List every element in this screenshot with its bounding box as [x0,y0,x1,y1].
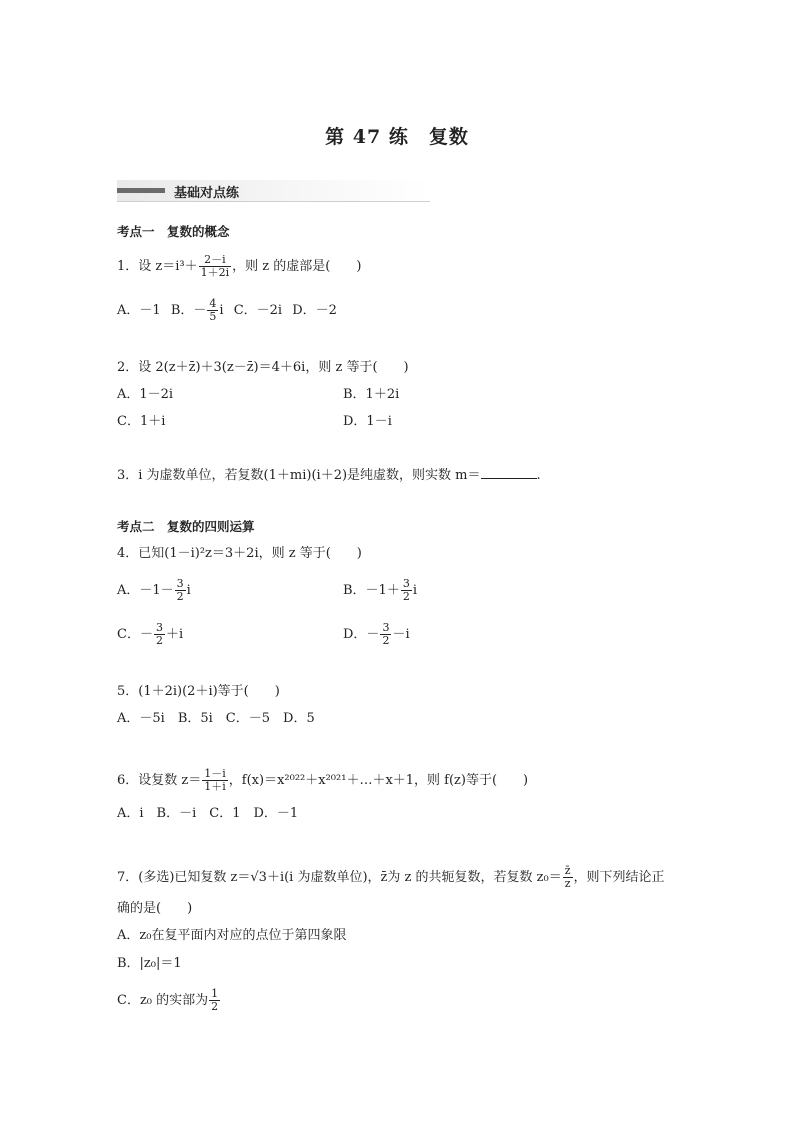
q7-option-c [117,988,221,1013]
q7-stem-suffix: ，则下列结论正 [573,870,665,885]
q4-c-fraction [154,622,165,647]
q3-text: 3．i 为虚数单位，若复数(1＋mi)(i＋2)是纯虚数，则实数 m＝ [117,468,481,483]
q1-frac-den: 1＋2i [200,266,230,279]
q4-b-num: 3 [402,577,410,590]
page-title: 第 47 练 复数 [325,126,469,148]
question-5-stem: 5．(1＋2i)(2＋i)等于( ) [117,684,280,699]
question-7-stem [117,865,665,890]
q7-c-fraction [209,988,220,1013]
q6-frac-num: 1－i [204,767,226,780]
q6-fraction [202,768,228,793]
section-label: 基础对点练 [174,186,240,201]
q2-option-d: D．1－i [343,414,392,429]
q7-c-den: 2 [211,1000,219,1013]
q6-suffix: ，f(x)＝x²⁰²²＋x²⁰²¹＋…＋x＋1，则 f(z)等于( ) [228,773,529,788]
q4-option-d [343,622,410,647]
q5-options: A．－5i B．5i C．－5 D．5 [117,711,315,726]
q7-c-num: 1 [211,987,219,1000]
q1-option-b [170,297,224,323]
q7-fraction [563,865,573,890]
q1-prefix: 1．设 z＝i³＋ [117,259,198,274]
q4-b-fraction [401,578,412,603]
question-2-stem: 2．设 2(z＋z̄)＋3(z－z̄)＝4＋6i，则 z 等于( ) [117,360,409,375]
q4-option-a [117,578,191,603]
q4-a-prefix: A．－1－ [117,583,174,598]
q7-c-prefix: C．z₀ 的实部为 [117,993,209,1008]
q4-a-num: 3 [176,577,184,590]
q7-stem-prefix: 7．(多选)已知复数 z＝√3＋i(i 为虚数单位)，z̄为 z 的共轭复数，若复数 z₀＝ [117,870,562,885]
q2-option-a: A．1－2i [117,387,174,402]
q4-d-fraction [380,622,391,647]
q1-option-b-prefix: B．－ [170,303,207,318]
q1-option-b-fraction [207,298,218,323]
q3-end: . [536,468,541,483]
q4-b-den: 2 [402,590,410,603]
q4-a-suffix: i [186,583,191,598]
q6-frac-den: 1＋i [204,780,226,793]
question-1-stem [117,254,361,279]
q1-option-d: D．－2 [292,303,337,318]
q2-option-b: B．1＋2i [343,387,400,402]
q1-option-b-den: 5 [209,310,217,323]
q7-stem-line-2: 确的是( ) [117,901,193,916]
q4-d-den: 2 [382,634,390,647]
section-header [117,180,430,202]
q4-b-prefix: B．－1＋ [343,583,400,598]
q4-option-b [343,578,417,603]
q7-option-b: B．|z₀|＝1 [117,956,182,971]
q1-option-a: A．－1 [117,303,161,318]
topic-heading-2: 考点二 复数的四则运算 [117,519,255,534]
section-underline [117,201,430,202]
q4-d-suffix: －i [392,627,410,642]
question-6-stem [117,768,528,793]
q7-frac-den: z [564,877,571,890]
question-3-stem [117,466,541,485]
q4-c-suffix: ＋i [165,627,184,642]
q1-suffix: ，则 z 的虚部是( ) [232,259,362,274]
question-1-options [117,298,337,323]
q1-fraction [199,254,232,279]
q4-d-num: 3 [382,621,390,634]
q4-c-num: 3 [155,621,163,634]
q4-c-prefix: C．－ [117,627,153,642]
q1-option-b-suffix: i [219,303,224,318]
q7-option-a: A．z₀在复平面内对应的点位于第四象限 [117,928,347,943]
q6-prefix: 6．设复数 z＝ [117,773,202,788]
section-stripe [117,188,165,193]
q1-frac-num: 2－i [199,254,232,267]
topic-heading-1: 考点一 复数的概念 [117,224,230,239]
q4-d-prefix: D．－ [343,627,380,642]
q3-answer-blank [481,466,537,479]
q7-frac-num: z̄ [564,864,571,877]
q4-a-den: 2 [176,590,184,603]
q4-c-den: 2 [155,634,163,647]
q1-option-c: C．－2i [233,303,283,318]
q1-option-b-num: 4 [209,297,217,310]
q2-option-c: C．1＋i [117,414,166,429]
q4-option-c [117,622,183,647]
question-4-stem: 4．已知(1－i)²z＝3＋2i，则 z 等于( ) [117,546,362,561]
q4-b-suffix: i [412,583,417,598]
q4-a-fraction [175,578,186,603]
q6-options: A．i B．－i C．1 D．－1 [117,806,299,821]
